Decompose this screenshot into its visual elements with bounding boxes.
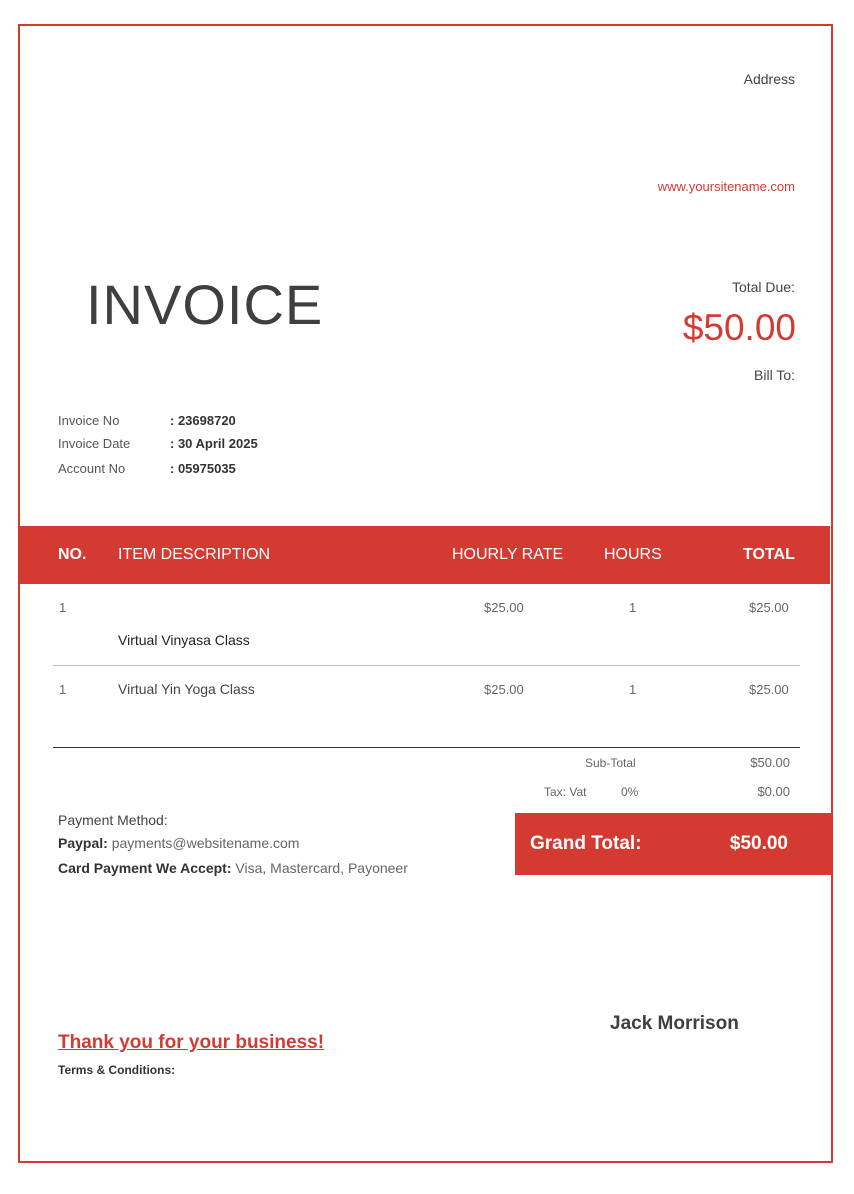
paypal-email: payments@websitename.com <box>111 835 300 851</box>
company-website-link[interactable]: www.yoursitename.com <box>657 179 795 194</box>
account-number-value: : 05975035 <box>170 461 236 476</box>
grand-total-box <box>515 813 831 875</box>
card-payment-value: Visa, Mastercard, Payoneer <box>235 860 408 876</box>
invoice-date-row <box>58 436 358 451</box>
column-header-hourly-rate: HOURLY RATE <box>452 546 564 563</box>
terms-and-conditions-label: Terms & Conditions: <box>58 1063 176 1077</box>
row-divider <box>53 665 800 666</box>
subtotal-label: Sub-Total <box>585 756 636 770</box>
invoice-border <box>18 24 833 1163</box>
column-header-total: TOTAL <box>743 546 795 563</box>
row-total: $25.00 <box>749 600 789 615</box>
invoice-number-value: : 23698720 <box>170 413 236 428</box>
account-number-label: Account No <box>58 461 126 476</box>
row-hourly-rate: $25.00 <box>484 600 524 615</box>
table-header <box>20 526 830 584</box>
page-title: INVOICE <box>86 273 324 336</box>
invoice-number-row <box>58 413 358 428</box>
table-bottom-divider <box>53 747 800 748</box>
tax-value: $0.00 <box>757 784 790 799</box>
column-header-hours: HOURS <box>604 546 662 563</box>
row-total: $25.00 <box>749 682 789 697</box>
card-payment-line <box>58 860 408 876</box>
row-hours: 1 <box>629 600 637 615</box>
total-due-amount: $50.00 <box>682 307 796 348</box>
row-description: Virtual Yin Yoga Class <box>118 681 255 697</box>
company-address: Address <box>743 71 795 87</box>
column-header-no: NO. <box>58 546 87 563</box>
account-number-row <box>58 461 358 476</box>
invoice-date-label: Invoice Date <box>58 436 131 451</box>
row-hourly-rate: $25.00 <box>484 682 524 697</box>
subtotal-value: $50.00 <box>750 755 790 770</box>
bill-to-label: Bill To: <box>754 367 795 383</box>
signature-name: Jack Morrison <box>610 1013 739 1034</box>
paypal-line <box>58 835 299 851</box>
total-due-label: Total Due: <box>731 279 795 295</box>
column-header-description: ITEM DESCRIPTION <box>118 546 271 563</box>
row-description: Virtual Vinyasa Class <box>118 632 250 648</box>
invoice-number-label: Invoice No <box>58 413 120 428</box>
row-number: 1 <box>59 600 67 615</box>
card-payment-label: Card Payment We Accept: <box>58 860 232 876</box>
grand-total-label: Grand Total: <box>530 833 642 854</box>
grand-total-value: $50.00 <box>729 833 788 854</box>
row-hours: 1 <box>629 682 637 697</box>
tax-rate: 0% <box>621 785 639 799</box>
thank-you-message: Thank you for your business! <box>58 1032 325 1053</box>
tax-label: Tax: Vat <box>544 785 587 799</box>
paypal-label: Paypal: <box>58 835 108 851</box>
invoice-date-value: : 30 April 2025 <box>170 436 258 451</box>
row-number: 1 <box>59 682 67 697</box>
payment-method-title: Payment Method: <box>58 812 168 828</box>
